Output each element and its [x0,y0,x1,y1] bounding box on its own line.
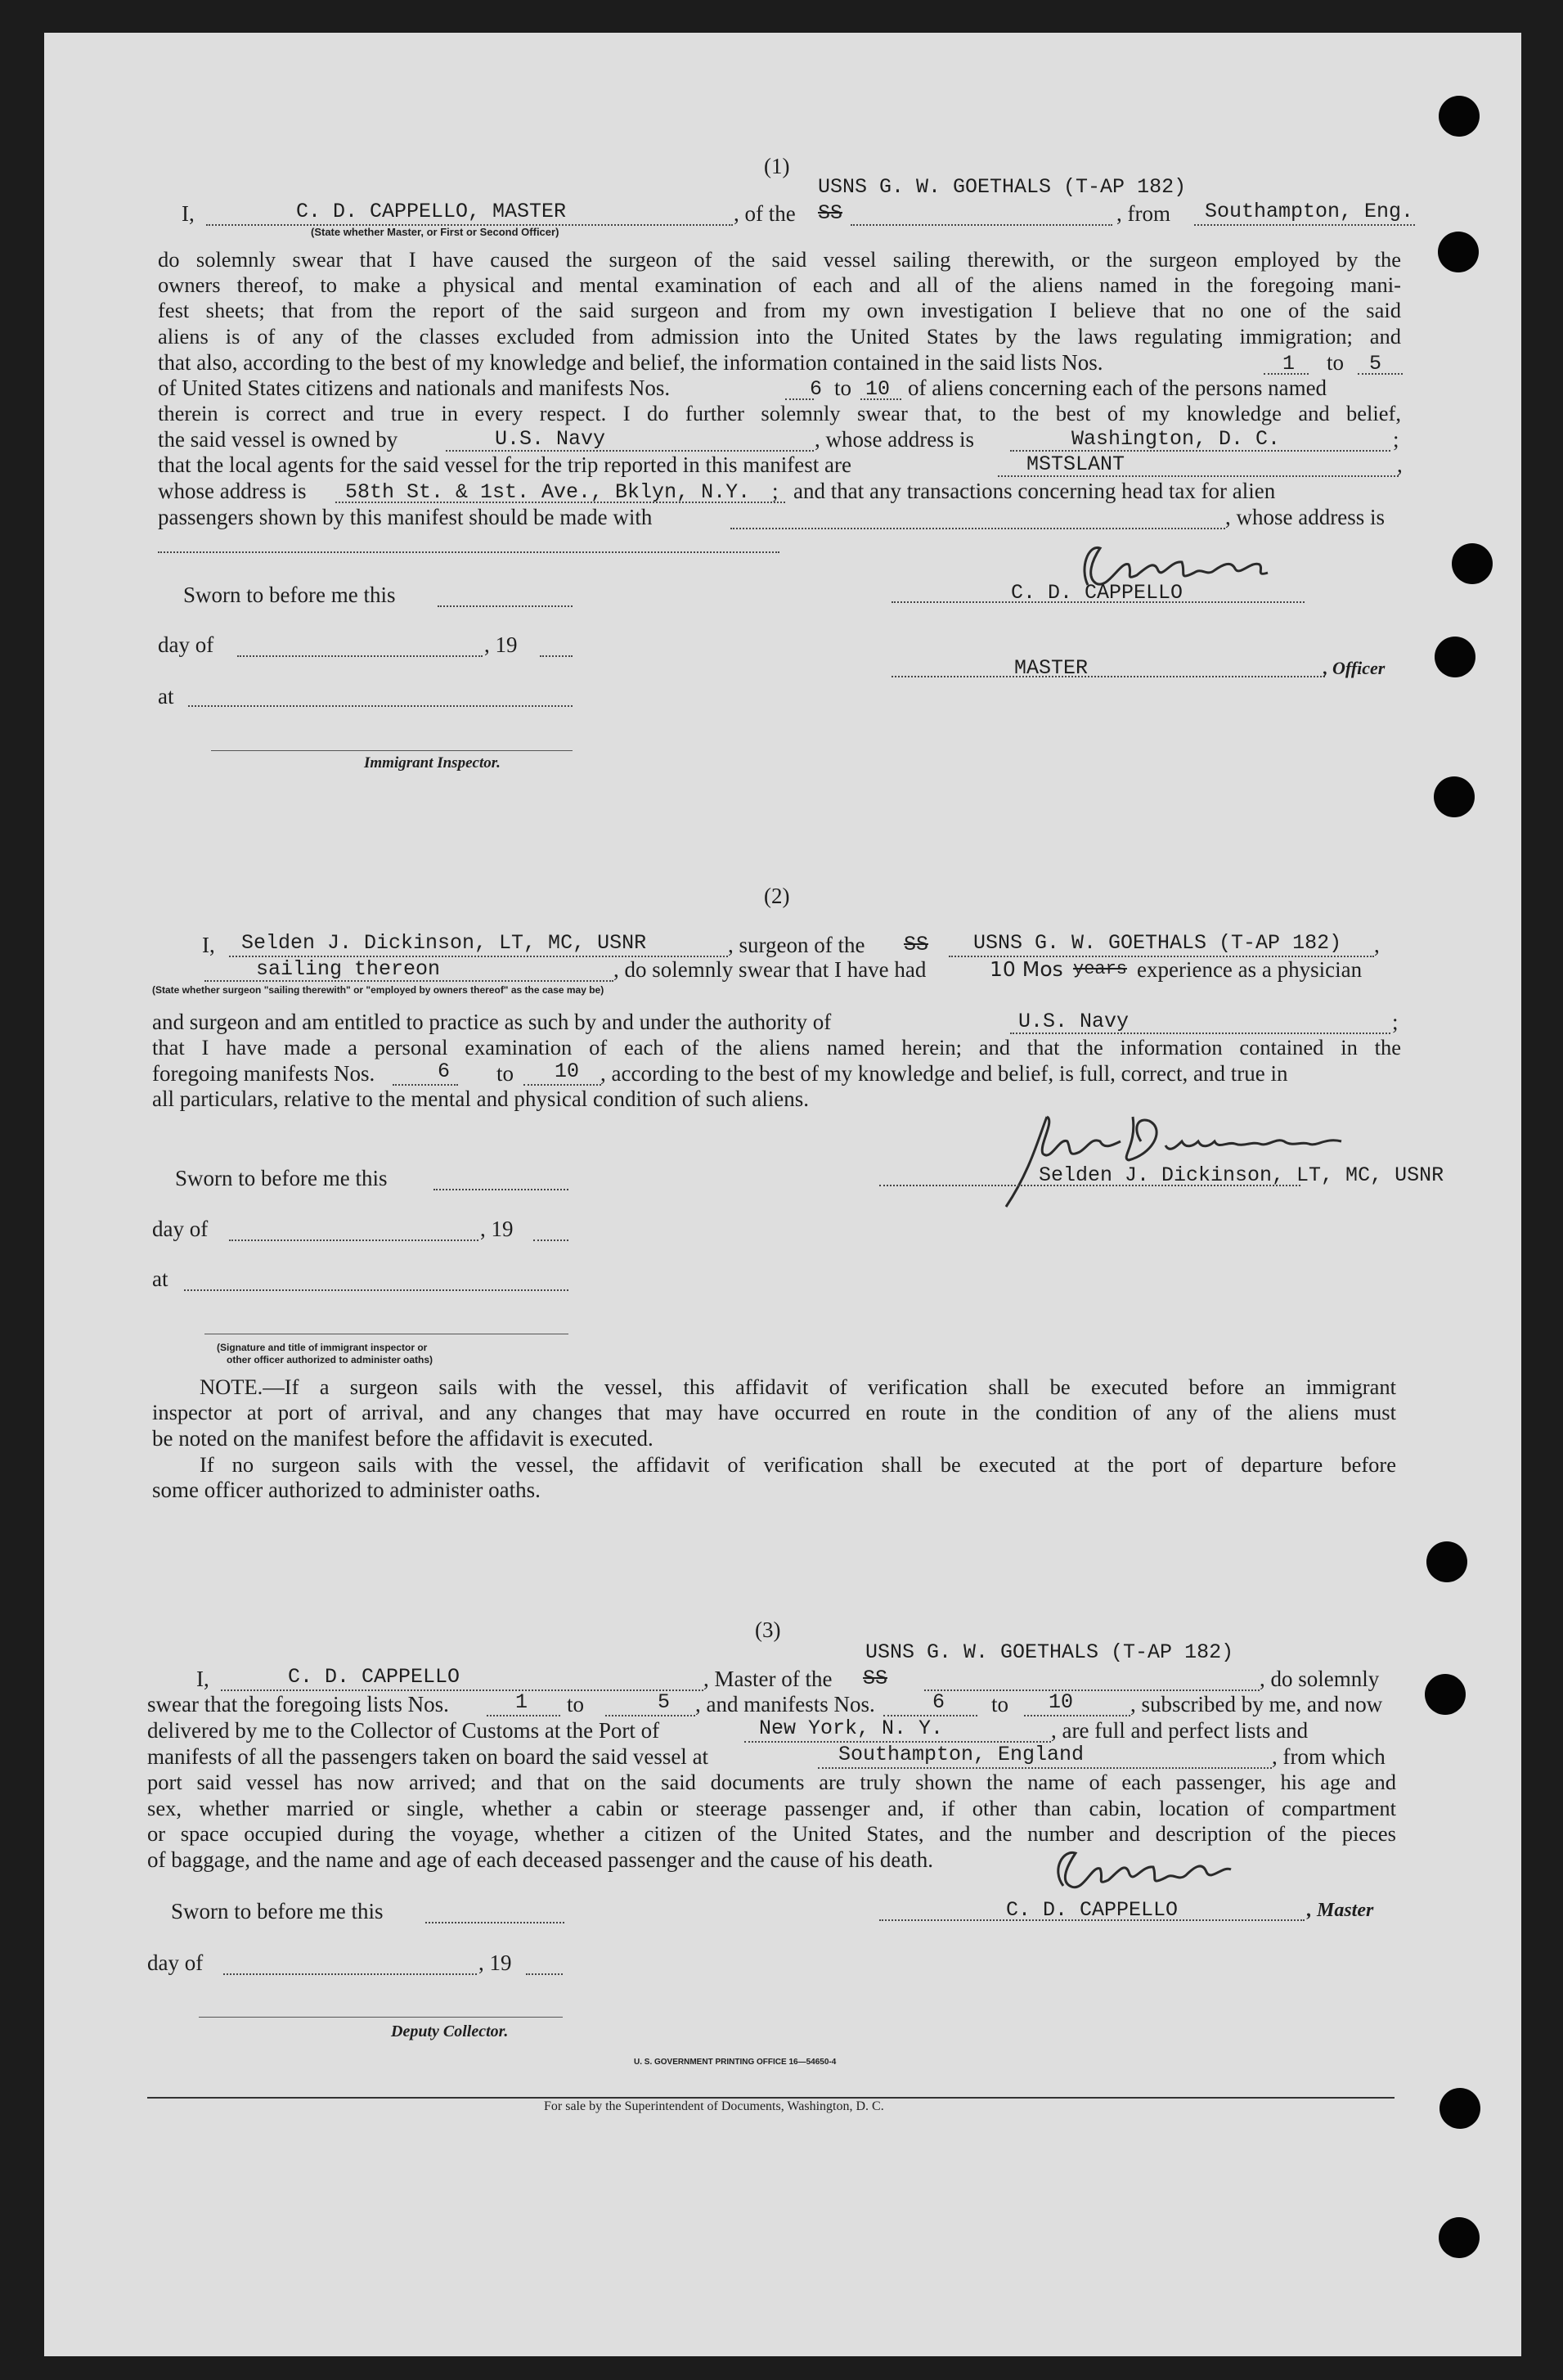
text: , 19 [478,1950,512,1975]
blank-line [924,1689,1260,1691]
text: manifests of all the passengers taken on board the said vessel at [147,1744,709,1769]
text: Sworn to before me this [183,583,396,607]
blank-line [188,705,573,707]
text: of aliens concerning each of the persons named [908,376,1327,400]
text: delivered by me to the Collector of Customs at the Port of [147,1718,660,1743]
text: to [1327,350,1345,375]
text: , [1397,452,1403,477]
vessel-name: USNS G. W. GOETHALS (T-AP 182) [865,1640,1234,1664]
text: at [158,684,174,709]
signature-line [199,2017,563,2018]
sailing-status: sailing thereon [256,957,441,981]
text: , [1374,933,1380,957]
manifest-to: 10 [1049,1690,1074,1714]
blank-line [526,1973,563,1975]
text: I, [196,1667,209,1691]
lists-to: 5 [658,1690,671,1714]
note-line: some officer authorized to administer oaths. [152,1478,541,1502]
text: all particulars, relative to the mental and physical condition of such aliens. [152,1087,809,1111]
text: , Master of the [703,1667,833,1691]
section-number: (3) [755,1617,781,1642]
note-line: be noted on the manifest before the affidavit is executed. [152,1426,653,1451]
blank-line [184,1289,568,1291]
experience: 10 Mos [990,957,1063,981]
signature-cappello-icon [1031,1841,1243,1906]
caption: (State whether Master, or First or Second Officer) [311,226,559,238]
text: at [152,1266,168,1291]
blank-line [533,1239,568,1241]
blank-line [393,1084,458,1086]
binder-hole-icon [1439,2088,1480,2129]
blank-line [818,1767,1272,1769]
paragraph-line: therein is correct and true in every respect. I do further solemnly swear that, to the best of my knowledge and belief, [158,401,1401,425]
gpo-note: U. S. GOVERNMENT PRINTING OFFICE 16—54650-4 [634,2058,837,2067]
vessel-name: USNS G. W. GOETHALS (T-AP 182) [973,931,1342,955]
text: , do solemnly [1260,1667,1380,1691]
blank-line [433,1189,568,1190]
text: day of [147,1950,204,1975]
text: experience as a physician [1137,957,1363,982]
manifest-to: 10 [555,1060,580,1083]
binder-hole-icon [1439,96,1480,137]
text: that the local agents for the said vessel for the trip reported in this manifest are [158,452,851,477]
note-line: NOTE.—If a surgeon sails with the vessel, this affidavit of verification shall be executed before an immigrant [200,1374,1396,1399]
paragraph-line: port said vessel has now arrived; and that on the said documents are truly shown the name of each passenger, his age and [147,1770,1396,1794]
text: passengers shown by this manifest should be made with [158,505,653,529]
master-name: C. D. CAPPELLO, MASTER [296,200,567,223]
from-port: Southampton, Eng. [1205,200,1414,223]
signer-name: Selden J. Dickinson, LT, MC, USNR [1039,1163,1444,1187]
label: I, [182,201,195,226]
owner: U.S. Navy [495,427,606,451]
port: New York, N. Y. [759,1716,944,1740]
surgeon-name: Selden J. Dickinson, LT, MC, USNR [241,931,647,955]
blank-line [487,1715,560,1716]
paragraph-line: sex, whether married or single, whether a cabin or steerage passenger and, if other than cabin, location of compartment [147,1796,1396,1820]
text: , whose address is [815,427,974,452]
text: , subscribed by me, and now [1130,1692,1383,1716]
blank-line [223,1973,477,1975]
text: of United States citizens and nationals and manifests Nos. [158,376,671,400]
text: Immigrant Inspector. [364,754,501,772]
text: foregoing manifests Nos. [152,1061,375,1086]
footer-sale: For sale by the Superintendent of Documents, Washington, D. C. [544,2099,884,2113]
manifest-from: 6 [810,377,823,401]
paragraph-line: of baggage, and the name and age of each deceased passenger and the cause of his death. [147,1847,934,1872]
text: , surgeon of the [728,933,865,957]
blank-line [892,676,1325,677]
signature-line [211,750,573,751]
vessel-name: USNS G. W. GOETHALS (T-AP 182) [818,175,1187,199]
paragraph-line: fest sheets; that from the report of the said surgeon and from my own investigation I believe that no one of the said [158,298,1401,322]
blank-line [1194,224,1415,226]
text: , and manifests Nos. [695,1692,875,1716]
binder-hole-icon [1438,232,1479,272]
binder-hole-icon [1425,1674,1466,1715]
paragraph-line: aliens is of any of the classes excluded from admission into the United States by the laws regulating immigration; and [158,324,1401,349]
lists-from: 1 [1282,352,1296,376]
paragraph-line: or space occupied during the voyage, whether a citizen of the United States, and the number and description of the pieces [147,1821,1396,1846]
blank-line [237,655,483,657]
authority: U.S. Navy [1018,1010,1130,1033]
rule [147,2097,1395,2099]
text: , from which [1272,1744,1386,1769]
signer-name: C. D. CAPPELLO [1011,581,1183,605]
binder-hole-icon [1439,2217,1480,2258]
departure-port: Southampton, England [838,1743,1085,1766]
binder-hole-icon [1426,1541,1467,1582]
blank-line [158,551,779,553]
agents-address: 58th St. & 1st. Ave., Bklyn, N.Y. [345,480,751,504]
manifest-to: 10 [865,377,891,401]
text: , Master [1307,1900,1374,1921]
label: , from [1116,201,1170,226]
text: , do solemnly swear that I have had [613,957,927,982]
text: Sworn to before me this [175,1166,388,1190]
signer-title: MASTER [1014,656,1089,680]
text: and surgeon and am entitled to practice as such by and under the authority of [152,1010,832,1034]
text: Deputy Collector. [391,2022,509,2040]
binder-hole-icon [1434,776,1475,817]
caption: (State whether surgeon "sailing therewith" or "employed by owners thereof" as the case may be) [152,984,604,996]
text: and that any transactions concerning head tax for alien [793,479,1276,503]
binder-hole-icon [1452,543,1493,584]
text: day of [158,632,214,657]
agents: MSTSLANT [1026,452,1125,476]
struck-text: years [1073,959,1128,979]
lists-from: 1 [515,1690,528,1714]
note-line: If no surgeon sails with the vessel, the affidavit of verification shall be executed at the port of departure before [200,1452,1396,1477]
blank-line [221,1689,703,1691]
text: , whose address is [1225,505,1385,529]
caption: (Signature and title of immigrant inspector or [217,1342,428,1353]
blank-line [730,528,1225,529]
section-number: (1) [764,154,790,178]
text: day of [152,1217,209,1241]
text: I, [202,933,215,957]
blank-line [1024,1715,1130,1716]
section-number: (2) [764,884,790,908]
text: , according to the best of my knowledge and belief, is full, correct, and true in [600,1061,1288,1086]
signature-dickinson-icon [990,1096,1374,1211]
note-line: inspector at port of arrival, and any changes that may have occurred en route in the condition of any of the aliens must [152,1400,1396,1424]
master-name: C. D. CAPPELLO [288,1665,460,1689]
text: the said vessel is owned by [158,427,398,452]
text: , are full and perfect lists and [1051,1718,1309,1743]
text: ; [1393,427,1399,452]
signer-name: C. D. CAPPELLO [1006,1898,1179,1922]
manifest-from: 6 [932,1690,945,1714]
struck-text: SS [904,933,929,956]
struck-text: SS [818,201,843,225]
text: ; [1392,1010,1399,1034]
paragraph-line: owners thereof, to make a physical and mental examination of each and all of the aliens named in the foregoing mani- [158,272,1401,297]
blank-line [425,1922,564,1923]
text: to [991,1692,1009,1716]
text: to [496,1061,514,1086]
text: , Officer [1323,658,1386,678]
paragraph-line: that I have made a personal examination of each of the aliens named herein; and that the information contained in the [152,1035,1401,1060]
text: swear that the foregoing lists Nos. [147,1692,449,1716]
binder-hole-icon [1435,637,1475,677]
owner-address: Washington, D. C. [1071,427,1281,451]
blank-line [540,655,573,657]
caption: other officer authorized to administer oaths) [227,1354,433,1365]
text: ; [772,479,779,503]
text: to [567,1692,585,1716]
blank-line [605,1715,695,1716]
blank-line [229,1239,478,1241]
struck-text: SS [863,1667,888,1690]
paragraph-line: do solemnly swear that I have caused the surgeon of the said vessel sailing therewith, or the surgeon employed by the [158,247,1401,272]
text: that also, according to the best of my knowledge and belief, the information contained in the said lists Nos. [158,350,1103,375]
manifest-from: 6 [438,1060,451,1083]
text: , 19 [484,632,518,657]
text: to [834,376,852,400]
blank-line [851,224,1112,226]
text: whose address is [158,479,307,503]
text: Sworn to before me this [171,1899,384,1923]
text: , 19 [480,1217,514,1241]
lists-to: 5 [1369,352,1382,376]
blank-line [438,605,573,607]
label: , of the [734,201,796,226]
blank-line [523,1084,601,1086]
